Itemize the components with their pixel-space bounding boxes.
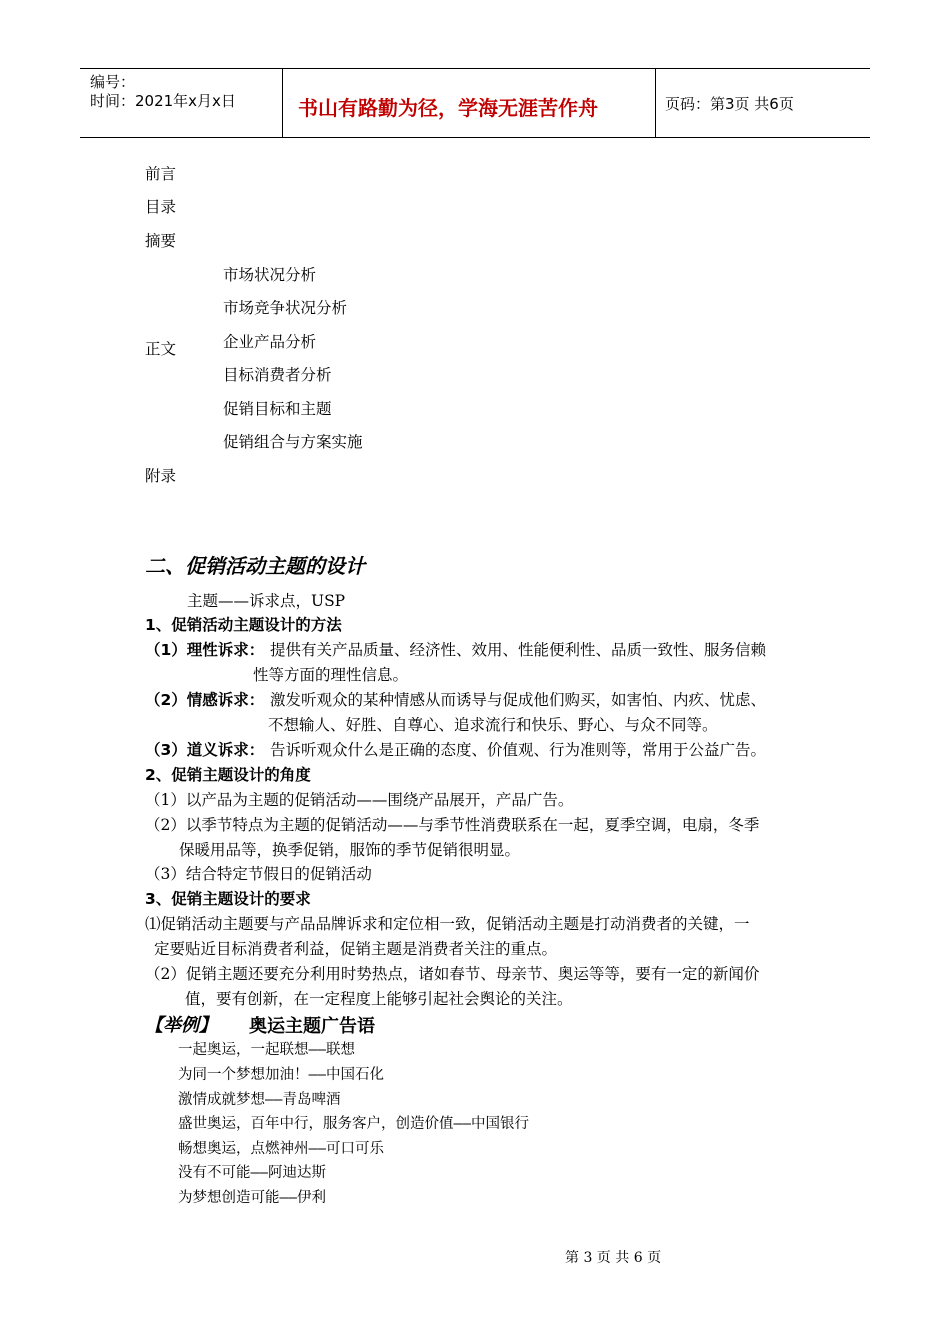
example-slogan: 为梦想创造可能——伊利 <box>178 1190 326 1206</box>
s3-item: ⑴促销活动主题要与产品品牌诉求和定位相一致，促销活动主题是打动消费者的关键，一 <box>145 915 750 933</box>
s3-item: （2）促销主题还要充分利用时势热点，诸如春节、母亲节、奥运等等，要有一定的新闻价 <box>145 965 760 983</box>
example-slogan: 盛世奥运，百年中行，服务客户，创造价值——中国银行 <box>178 1116 529 1132</box>
page-footer: 第 3 页 共 6 页 <box>565 1250 662 1266</box>
section-title: 二、促销活动主题的设计 <box>145 554 365 578</box>
s1-item-text: 告诉听观众什么是正确的态度、价值观、行为准则等，常用于公益广告。 <box>270 741 767 759</box>
s1-item-label: （3）道义诉求： <box>145 741 265 759</box>
example-tag: 【举例】 <box>145 1015 217 1036</box>
toc-main-item: 市场竞争状况分析 <box>223 299 348 317</box>
s1-item-label: （1）理性诉求： <box>145 641 265 659</box>
motto: 书山有路勤为径，学海无涯苦作舟 <box>298 96 598 120</box>
s2-item: （2）以季节特点为主题的促销活动——与季节性消费联系在一起，夏季空调，电扇，冬季 <box>145 816 760 834</box>
s2-item: 保暖用品等，换季促销，服饰的季节促销很明显。 <box>179 841 521 859</box>
example-slogan: 一起奥运，一起联想——联想 <box>178 1042 355 1058</box>
s3-title: 3、促销主题设计的要求 <box>145 890 311 908</box>
s2-item: （3）结合特定节假日的促销活动 <box>145 865 372 883</box>
s1-title: 1、促销活动主题设计的方法 <box>145 616 342 634</box>
toc-main-item: 目标消费者分析 <box>223 366 332 384</box>
toc-main-item: 促销目标和主题 <box>223 400 332 418</box>
s3-item: 值，要有创新，在一定程度上能够引起社会舆论的关注。 <box>185 990 573 1008</box>
example-title: 奥运主题广告语 <box>249 1016 375 1037</box>
s1-item-text: 不想输人、好胜、自尊心、追求流行和快乐、野心、与众不同等。 <box>268 716 718 734</box>
toc-abstract: 摘要 <box>145 232 177 250</box>
example-slogan: 为同一个梦想加油！——中国石化 <box>178 1067 384 1083</box>
s1-item-text: 性等方面的理性信息。 <box>253 666 409 684</box>
example-slogan: 激情成就梦想——青岛啤酒 <box>178 1092 341 1108</box>
s1-item-text: 激发听观众的某种情感从而诱导与促成他们购买，如害怕、内疚、忧虑、 <box>270 691 767 709</box>
page-label: 页码：第3页 共6页 <box>665 95 794 113</box>
example-slogan: 没有不可能——阿迪达斯 <box>178 1165 326 1181</box>
section-intro: 主题——诉求点，USP <box>187 592 346 610</box>
toc-main-item: 促销组合与方案实施 <box>223 433 363 451</box>
toc-appendix: 附录 <box>145 467 177 485</box>
toc-preface: 前言 <box>145 165 177 183</box>
s1-item-text: 提供有关产品质量、经济性、效用、性能便利性、品质一致性、服务信赖 <box>270 641 767 659</box>
s2-item: （1）以产品为主题的促销活动——围绕产品展开，产品广告。 <box>145 791 574 809</box>
toc-main-item: 企业产品分析 <box>223 333 317 351</box>
s1-item-label: （2）情感诉求： <box>145 691 265 709</box>
time-label: 时间：2021年x月x日 <box>90 92 236 110</box>
toc-contents: 目录 <box>145 198 177 216</box>
toc-main: 正文 <box>145 340 177 358</box>
example-slogan: 畅想奥运，点燃神州——可口可乐 <box>178 1141 384 1157</box>
s3-item: 定要贴近目标消费者利益，促销主题是消费者关注的重点。 <box>154 940 558 958</box>
toc-main-item: 市场状况分析 <box>223 266 317 284</box>
s2-title: 2、促销主题设计的角度 <box>145 766 311 784</box>
number-label: 编号： <box>90 73 136 91</box>
